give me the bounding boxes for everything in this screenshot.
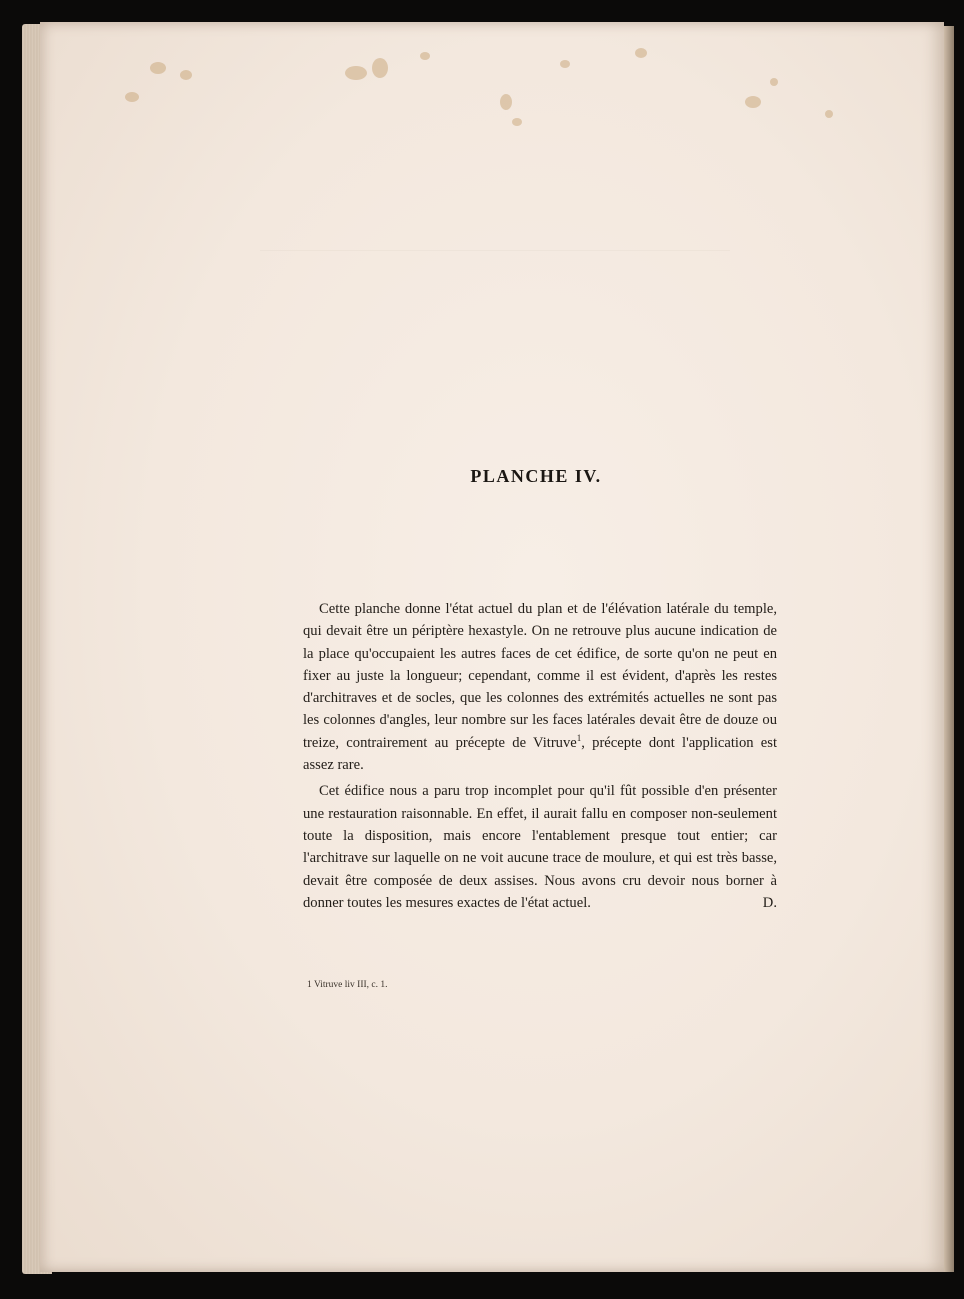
foxing-spot — [635, 48, 647, 58]
plate-title: PLANCHE IV. — [470, 466, 602, 486]
binding-edge — [944, 26, 954, 1272]
foxing-spot — [560, 60, 570, 68]
foxing-spot — [825, 110, 833, 118]
paragraph-1-text-end: , précepte dont l'application est assez rare. — [303, 734, 777, 774]
foxing-spot — [372, 58, 388, 78]
paragraph-1 — [303, 598, 777, 776]
foxing-spot — [125, 92, 139, 102]
footnote-reference: 1 — [576, 732, 582, 743]
body-text — [303, 598, 777, 918]
show-through-text — [260, 228, 730, 561]
foxing-spot — [770, 78, 778, 86]
foxing-spot — [345, 66, 367, 80]
author-signature: D. — [762, 894, 777, 911]
foxing-spot — [150, 62, 166, 74]
paragraph-2-text: Cet édifice nous a paru trop incomplet pour qu'il fût possible d'en présenter une restauration raisonnable. En effet, il aurait fallu en composer non-seulement toute la disposition, mais encore l'entablement presque tout entier; car l'architrave sur laquelle on ne voit aucune trace de moulure, et qui est très basse, devait être composée de deux assises. Nous avons cru devoir nous borner à donner toutes les mesures exactes de l'état actuel. — [303, 783, 777, 911]
foxing-spot — [745, 96, 761, 108]
paragraph-2 — [303, 780, 777, 914]
paragraph-1-text: Cette planche donne l'état actuel du plan et de l'élévation latérale du temple, qui devait être un périptère hexastyle. On ne retrouve plus aucune indication de la place qu'occupaient les autres faces de cet édifice, de sorte qu'on ne peut en fixer au juste la longueur; cependant, comme il est évident, d'après les restes d'architraves et de socles, que les colonnes des extrémités actuelles ne sont pas les colonnes d'angles, leur nombre sur les faces latérales devait être de douze ou treize, contrairement au précepte de Vitruve — [303, 601, 777, 751]
foxing-spot — [420, 52, 430, 60]
foxing-spot — [180, 70, 192, 80]
foxing-spot — [500, 94, 512, 110]
foxing-spot — [512, 118, 522, 126]
footnote: 1 Vitruve liv III, c. 1. — [307, 980, 388, 990]
